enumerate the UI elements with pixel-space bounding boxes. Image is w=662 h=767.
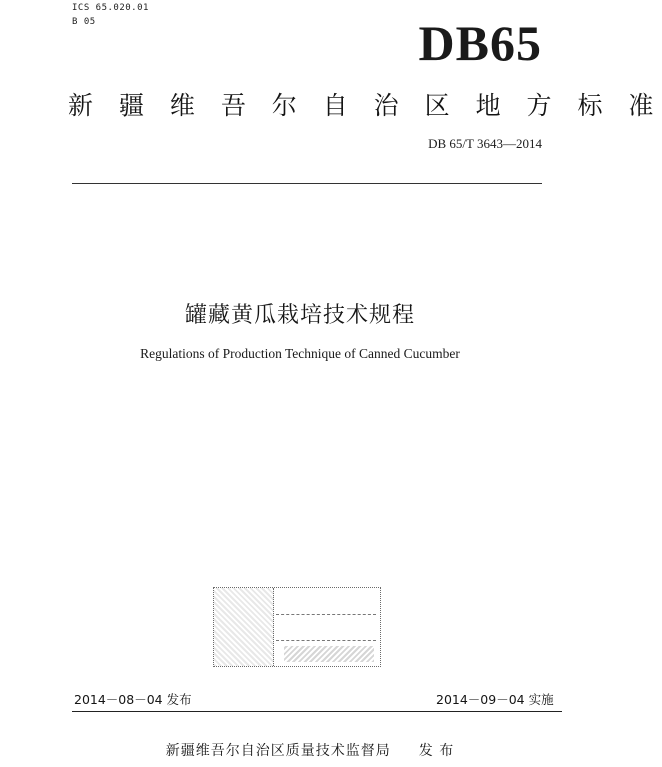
stamp-imprint: [284, 646, 374, 662]
english-title: Regulations of Production Technique of Canned Cucumber: [140, 346, 460, 361]
standard-number: DB 65/T 3643—2014: [428, 136, 542, 151]
stamp-seal: [214, 588, 274, 666]
footer-divider: [72, 711, 562, 712]
registration-stamp: [213, 587, 381, 667]
stamp-line: [276, 640, 376, 641]
ccs-code: B 05: [72, 17, 96, 27]
region-standard-title: 新 疆 维 吾 尔 自 治 区 地 方 标 准: [68, 91, 662, 120]
implementation-date: 2014－09－04 实施: [436, 692, 554, 707]
publish-label: 发 布: [418, 743, 455, 759]
ics-code: ICS 65.020.01: [72, 3, 149, 13]
issue-date: 2014－08－04 发布: [74, 692, 192, 707]
publisher-name: 新疆维吾尔自治区质量技术监督局: [165, 743, 391, 759]
chinese-title: 罐藏黄瓜栽培技术规程: [184, 303, 415, 328]
publisher-line: [100, 740, 520, 760]
stamp-line: [276, 614, 376, 615]
db-mark: DB65: [418, 15, 542, 71]
header-divider: [72, 183, 542, 184]
